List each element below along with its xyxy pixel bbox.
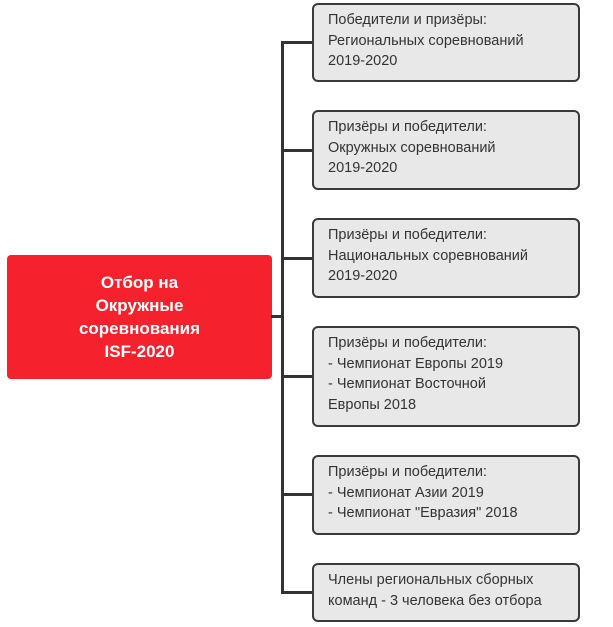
connector-branch-2 xyxy=(281,149,313,152)
connector-branch-1 xyxy=(281,41,313,44)
root-line-1: Отбор на xyxy=(100,273,179,292)
connector-branch-5 xyxy=(281,493,313,496)
connector-branch-6 xyxy=(281,591,313,594)
child-5-line-3: - Чемпионат "Евразия" 2018 xyxy=(328,505,518,521)
root-node-isf-2020-selection xyxy=(7,255,272,379)
root-node-text xyxy=(79,271,200,363)
child-node-regional-team-members xyxy=(312,563,580,622)
child-node-national-winners xyxy=(312,218,580,298)
child-6-line-2: команд - 3 человека без отбора xyxy=(328,592,542,609)
child-2-line-1: Призёры и победители: xyxy=(328,119,487,135)
root-line-3: соревнования xyxy=(78,319,201,338)
child-4-line-1: Призёры и победители: xyxy=(328,335,487,351)
connector-branch-3 xyxy=(281,257,313,260)
child-4-line-3: - Чемпионат Восточной xyxy=(328,376,486,392)
child-1-line-2: Региональных соревнований xyxy=(328,32,524,49)
root-line-2: Окружные xyxy=(95,296,184,315)
child-5-line-1: Призёры и победители: xyxy=(328,464,487,480)
child-3-line-1: Призёры и победители: xyxy=(328,227,487,243)
child-2-line-3: 2019-2020 xyxy=(328,160,398,176)
root-line-4: ISF-2020 xyxy=(104,342,175,361)
child-3-line-3: 2019-2020 xyxy=(328,268,398,284)
child-node-regional-winners xyxy=(312,3,580,82)
child-4-line-4: Европы 2018 xyxy=(328,396,417,413)
child-node-europe-championships xyxy=(312,326,580,427)
child-3-line-2: Национальных соревнований xyxy=(328,247,528,264)
child-1-line-1: Победители и призёры: xyxy=(328,12,487,28)
child-6-line-1: Члены региональных сборных xyxy=(328,572,534,588)
child-5-line-2: - Чемпионат Азии 2019 xyxy=(328,484,484,501)
child-node-asia-eurasia-championships xyxy=(312,455,580,535)
child-4-line-2: - Чемпионат Европы 2019 xyxy=(328,355,504,372)
connector-trunk xyxy=(281,41,284,594)
child-2-line-2: Окружных соревнований xyxy=(328,139,496,156)
connector-branch-4 xyxy=(281,375,313,378)
child-1-line-3: 2019-2020 xyxy=(328,53,398,69)
child-node-district-winners xyxy=(312,110,580,190)
